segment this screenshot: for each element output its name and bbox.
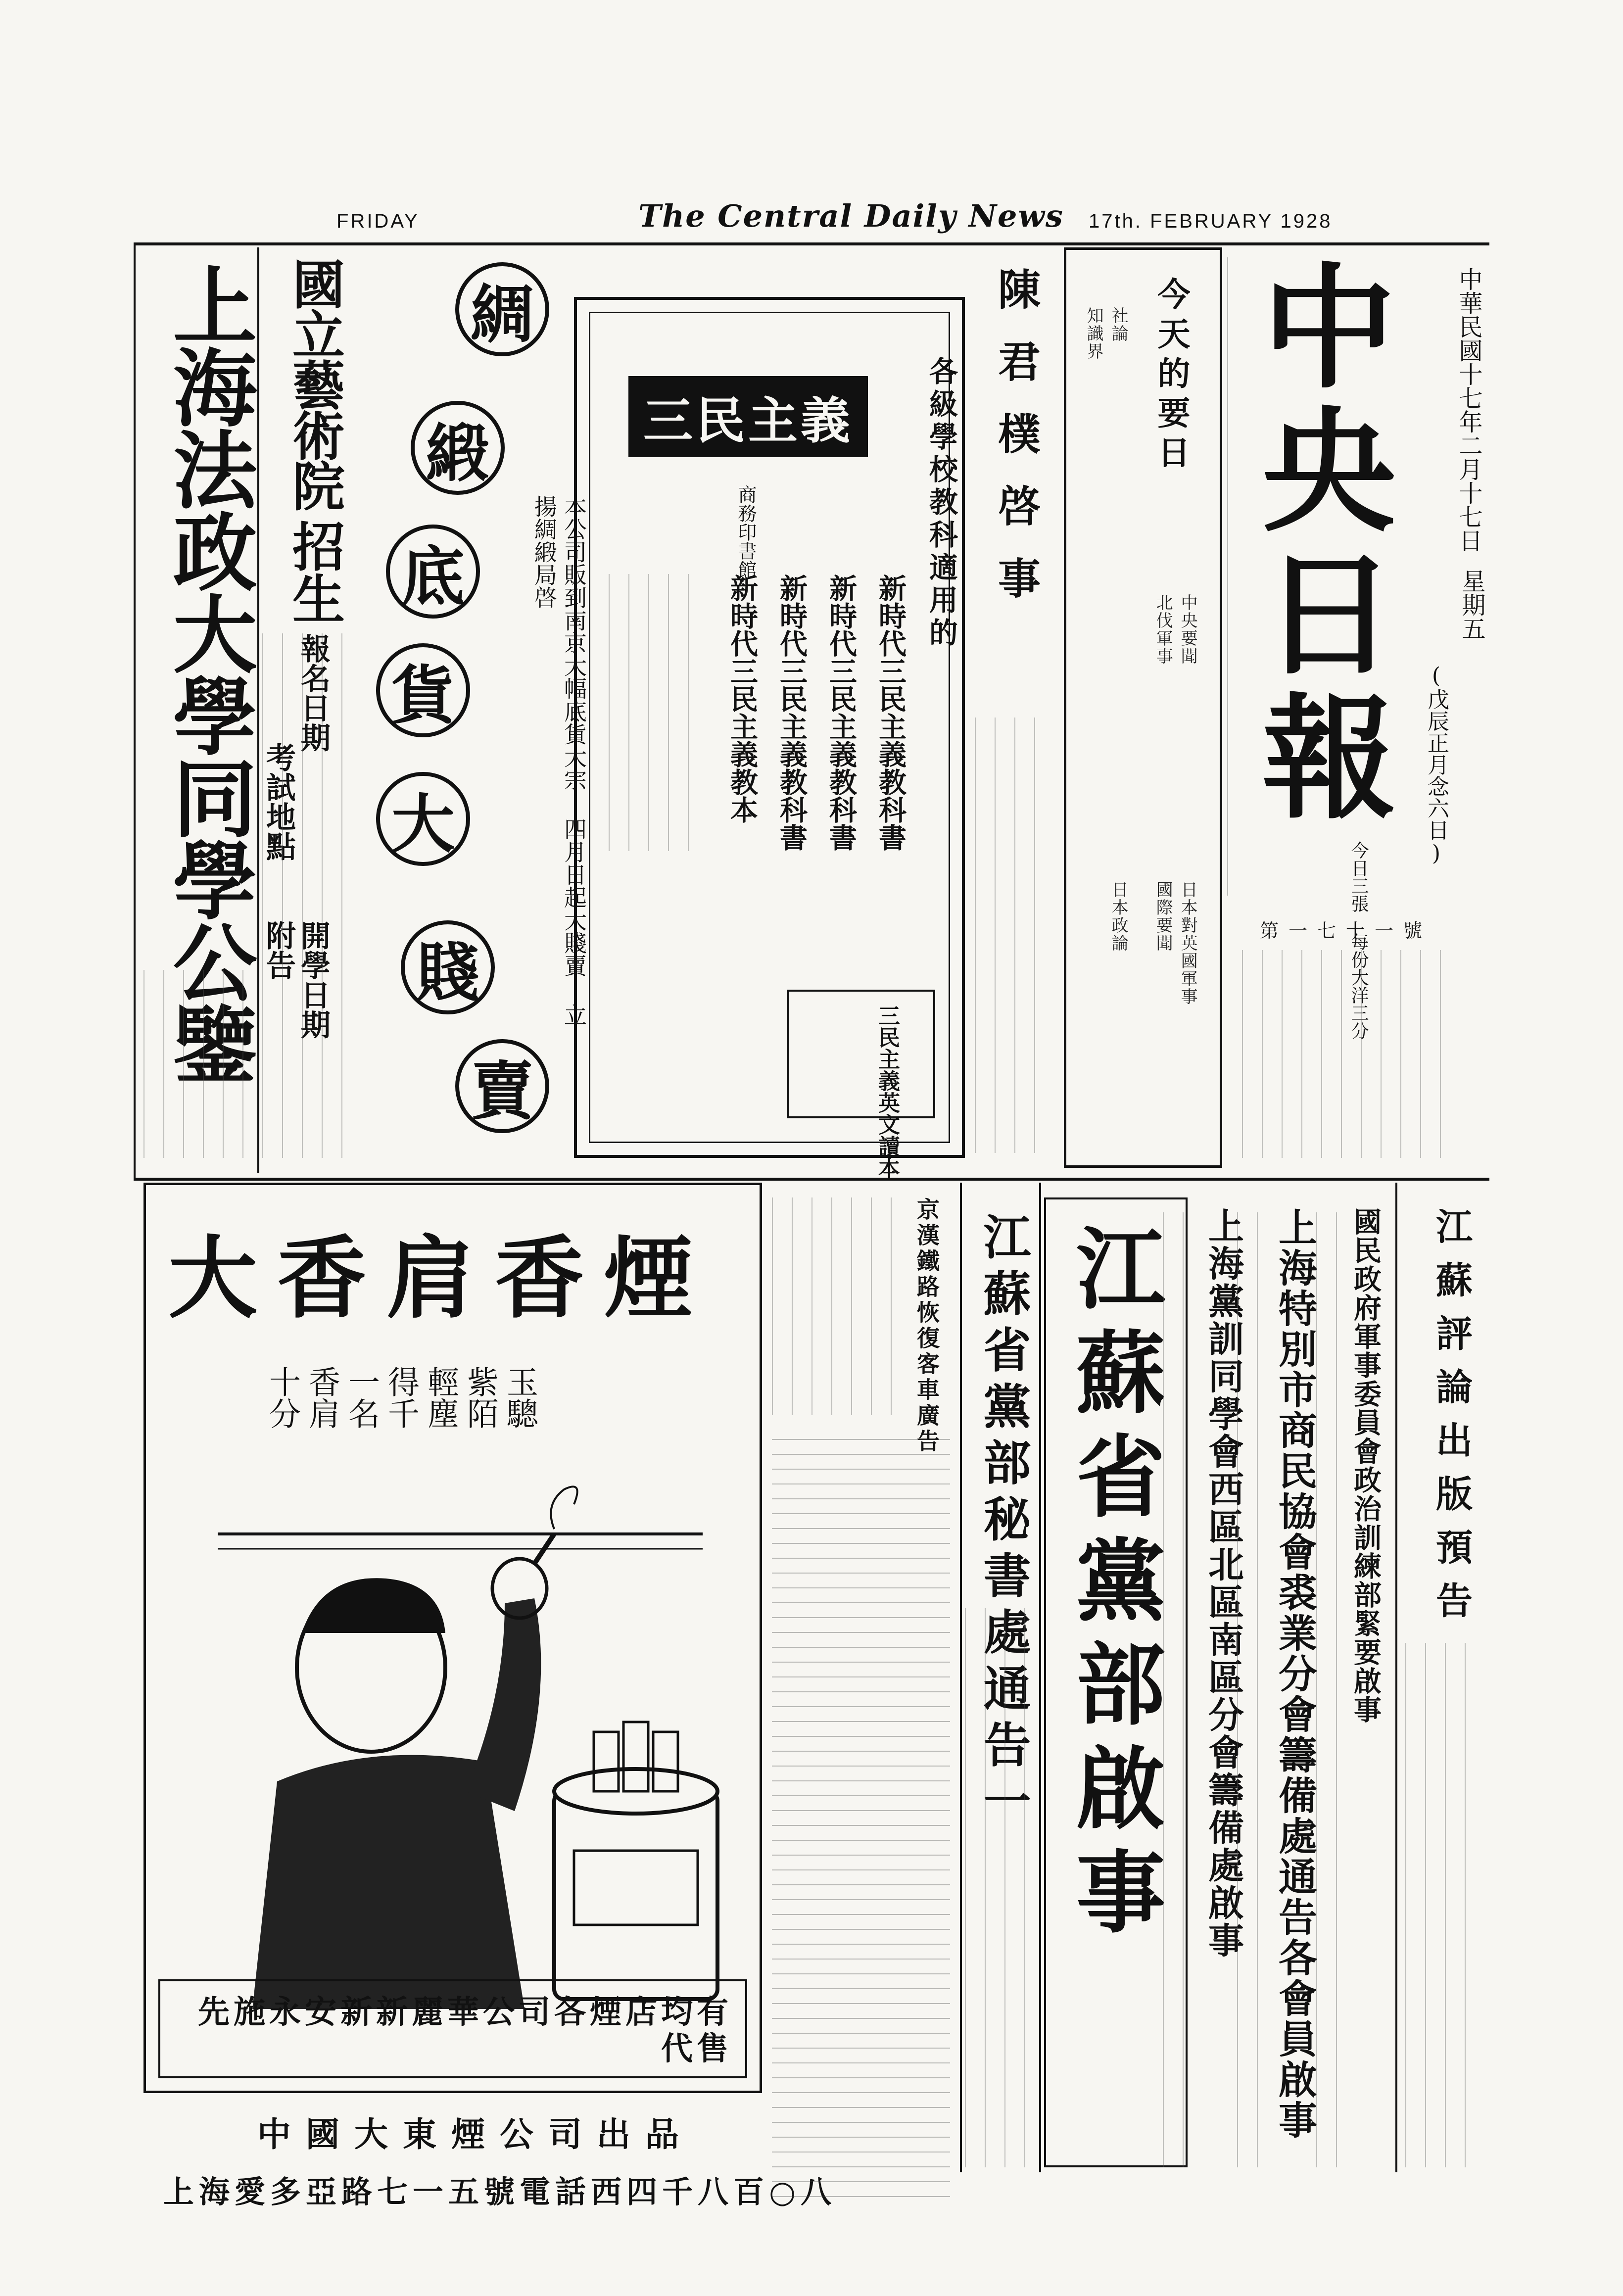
col-div-3 (960, 1183, 962, 2172)
cigarette-company: 中國大東煙公司出品 (257, 2115, 694, 2154)
army-body (1316, 1212, 1346, 2167)
railway-timetable (772, 1425, 950, 2197)
masthead-title: 中央日報 (1240, 257, 1397, 831)
index-line-7: 日本政論 (1108, 881, 1129, 952)
shanghai-alumni-title: 上海黨訓同學會西區北區南區分會籌備處啟事 (1202, 1207, 1244, 1960)
school-line-1: 報名日期 (296, 633, 331, 752)
railway-fineprint-1 (772, 1197, 901, 1415)
poem-col-6: 香肩 (303, 1366, 340, 1429)
index-line-1: 社論 (1108, 307, 1129, 342)
sanmin-title: 三民主義 (628, 376, 868, 457)
left-border (134, 242, 136, 1178)
school-line-4: 附告 (261, 920, 296, 980)
index-box (1064, 247, 1222, 1168)
cigarette-headline: 大香肩香煙 (168, 1226, 713, 1331)
smoke (551, 1486, 577, 1529)
price: 今日三張 每份大洋三分 (1348, 841, 1369, 1040)
jiangsu-secretary-title: 江蘇省黨部秘書處通告一 (976, 1212, 1032, 1833)
school-name: 國立藝術院 (284, 257, 346, 510)
issue-number: 第一七十一號 (1259, 920, 1432, 942)
chen-notice-body (975, 718, 1054, 1153)
silk-char-5: 大 (376, 772, 470, 866)
header-date-en: 17th. FEBRUARY 1928 (1089, 210, 1333, 232)
jiangsu-review-title: 江蘇評論出版預告 (1430, 1207, 1473, 1635)
army-title: 國民政府軍事委員會政治訓練部緊要啟事 (1349, 1207, 1382, 1724)
header-masthead-en: The Central Daily News (638, 198, 1064, 234)
chen-notice-title: 陳君樸啓事 (991, 267, 1041, 628)
silk-char-1: 綢 (455, 262, 549, 356)
silk-char-6: 賤 (401, 920, 495, 1014)
republic-date: 中華民國十七年二月十七日 (1455, 267, 1482, 552)
index-line-5: 日本對英國軍事 (1178, 881, 1198, 1005)
index-title: 今天的要日 (1152, 277, 1191, 475)
poem-col-3: 輕塵 (422, 1366, 459, 1429)
school-divider (257, 247, 259, 1173)
index-line-3: 中央要聞 (1178, 594, 1198, 665)
sanmin-english-box (787, 990, 935, 1118)
school-notice: 招生 (284, 520, 346, 624)
poem-col-1: 玉驄 (501, 1366, 538, 1429)
mid-rule (134, 1178, 1489, 1181)
sanmin-item-2: 新時代三民主義教科書 (825, 574, 858, 851)
sanmin-item-1: 新時代三民主義教科書 (874, 574, 907, 851)
jiangsu-review-body (1405, 1643, 1484, 2167)
sanmin-english: 三民主義英文讀本 (874, 1004, 900, 1179)
masthead-fineprint (1242, 950, 1455, 1158)
weekday: 星期五 (1458, 569, 1485, 640)
arm (465, 1598, 541, 1811)
tin-label (574, 1851, 698, 1925)
railway-title: 京漢鐵路恢復客車廣告 (913, 1197, 940, 1455)
sanmin-fineprint (609, 574, 698, 851)
law-school-fineprint (143, 970, 252, 1158)
poem-col-7: 十分 (264, 1366, 300, 1429)
silk-char-2: 緞 (411, 401, 505, 495)
cigarette-tin (554, 1791, 717, 1999)
poem-col-4: 得千 (382, 1366, 419, 1429)
shanghai-alumni-body (1163, 1212, 1197, 2167)
sanmin-item-4: 新時代三民主義教本 (726, 574, 759, 823)
lunar-date: (戊辰正月念六日) (1424, 663, 1449, 866)
commerce-title: 上海特別市商民協會裘業分會籌備處通告各會員啟事 (1272, 1207, 1317, 2141)
hair (302, 1578, 445, 1633)
header-day: FRIDAY (336, 210, 420, 232)
silk-char-4: 貨 (376, 643, 470, 737)
silk-char-3: 底 (386, 525, 480, 619)
sellers: 先施永安新新麗華公司各煙店均有代售 (198, 1994, 732, 2067)
poem-col-2: 紫陌 (462, 1366, 498, 1429)
law-school-title: 上海法政大學同學公鑒 (158, 262, 257, 1084)
masthead-side-fineprint (1227, 257, 1247, 896)
smoker-illustration (208, 1484, 752, 2009)
jiangsu-notice-title: 江蘇省黨部啟事 (1061, 1222, 1166, 1950)
school-fineprint (262, 633, 351, 1158)
index-line-2: 知識界 (1084, 307, 1104, 360)
school-line-3: 開學日期 (296, 920, 331, 1039)
cigarette-address: 上海愛多亞路七一五號電話西四千八百○八 (163, 2174, 837, 2210)
commerce-body (1237, 1212, 1267, 2167)
index-line-6: 國際要聞 (1153, 881, 1173, 952)
index-line-4: 北伐軍事 (1153, 594, 1173, 665)
top-rule (134, 242, 1489, 245)
silk-char-7: 賣 (455, 1039, 549, 1133)
sanmin-publisher: 商務印書館 (735, 485, 757, 579)
silk-note: 本公司販到南京大幅底貨大宗 四月日起大賤賣 立揚綢緞局啓 (531, 495, 587, 1026)
col-div-2 (1395, 1183, 1397, 2172)
col-div-1 (1039, 1183, 1041, 2172)
sanmin-subtitle: 各級學校教科適用的 (924, 356, 958, 650)
poem-col-5: 一名 (343, 1366, 380, 1429)
school-line-2: 考試地點 (261, 742, 296, 861)
sanmin-item-3: 新時代三民主義教科書 (775, 574, 808, 851)
